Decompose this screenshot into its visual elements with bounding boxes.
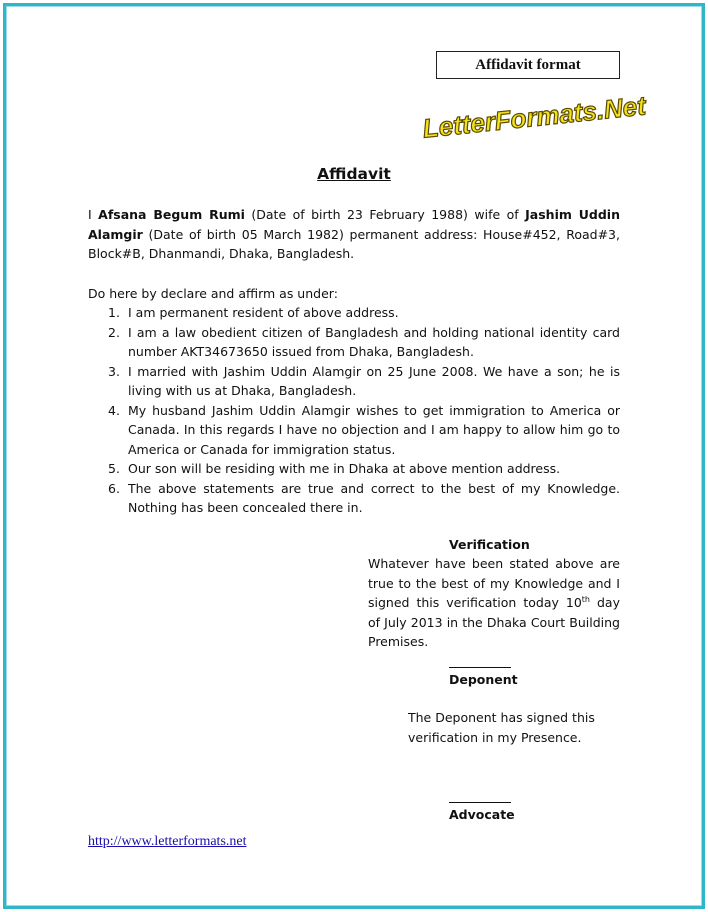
- declaration-line: Do here by declare and affirm as under:: [88, 286, 338, 301]
- intro-text: I: [88, 207, 99, 222]
- list-number: 2.: [108, 324, 120, 340]
- document-title-wrap: [0, 165, 708, 183]
- advocate-label: Advocate: [449, 807, 515, 822]
- verification-text-part: day of July 2013 in the Dhaka Court Building Premises.: [368, 595, 620, 649]
- list-number: 3.: [108, 363, 120, 379]
- intro-text: (Date of birth 05 March 1982) permanent address: House#452, Road#3, Block#B, Dhanmandi, Dhaka, Bangladesh.: [88, 226, 620, 261]
- list-item: [88, 323, 620, 362]
- deponent-name: Afsana Begum Rumi: [98, 207, 245, 222]
- list-item: [88, 479, 620, 518]
- presence-text: The Deponent has signed this verification in my Presence.: [408, 710, 595, 745]
- header-title-box: [436, 51, 620, 79]
- site-logo: [421, 90, 648, 144]
- list-number: 6.: [108, 480, 120, 496]
- intro-paragraph: [88, 205, 620, 264]
- list-item-text: I married with Jashim Uddin Alamgir on 25 June 2008. We have a son; he is living with us at Dhaka, Bangladesh.: [128, 363, 620, 398]
- list-item-text: I am a law obedient citizen of Bangladesh and holding national identity card number AKT34673650 issued from Dhaka, Bangladesh.: [128, 324, 620, 359]
- header-title: Affidavit format: [475, 56, 581, 73]
- list-item: [88, 303, 620, 323]
- list-item-text: My husband Jashim Uddin Alamgir wishes to get immigration to America or Canada. In this regards I have no objection and I am happy to allow him go to America or Canada for immigration status.: [128, 402, 620, 457]
- website-link[interactable]: http://www.letterformats.net: [88, 834, 247, 849]
- statement-list: [88, 303, 620, 518]
- verification-text-part: Whatever have been stated above are true to the best of my Knowledge and I signed this verification today 10: [368, 556, 620, 610]
- deponent-signature-line: [449, 667, 511, 668]
- ordinal-suffix: th: [581, 594, 590, 604]
- list-number: 5.: [108, 461, 120, 476]
- list-number: 4.: [108, 402, 120, 418]
- list-item-text: Our son will be residing with me in Dhaka at above mention address.: [128, 461, 561, 476]
- list-item: [88, 401, 620, 460]
- list-item: [88, 459, 620, 479]
- husband-name: Jashim Uddin Alamgir: [88, 207, 620, 242]
- verification-text: [368, 554, 620, 652]
- list-item: [88, 362, 620, 401]
- verification-heading: Verification: [449, 537, 530, 552]
- list-item-text: I am permanent resident of above address.: [128, 305, 399, 320]
- list-number: 1.: [108, 305, 120, 320]
- intro-text: (Date of birth 23 February 1988) wife of: [244, 207, 526, 222]
- advocate-signature-line: [449, 802, 511, 803]
- logo-text: LetterFormats.Net: [421, 90, 648, 144]
- list-item-text: The above statements are true and correct to the best of my Knowledge. Nothing has been concealed there in.: [128, 480, 620, 515]
- deponent-label: Deponent: [449, 672, 518, 687]
- document-title: Affidavit: [317, 165, 391, 183]
